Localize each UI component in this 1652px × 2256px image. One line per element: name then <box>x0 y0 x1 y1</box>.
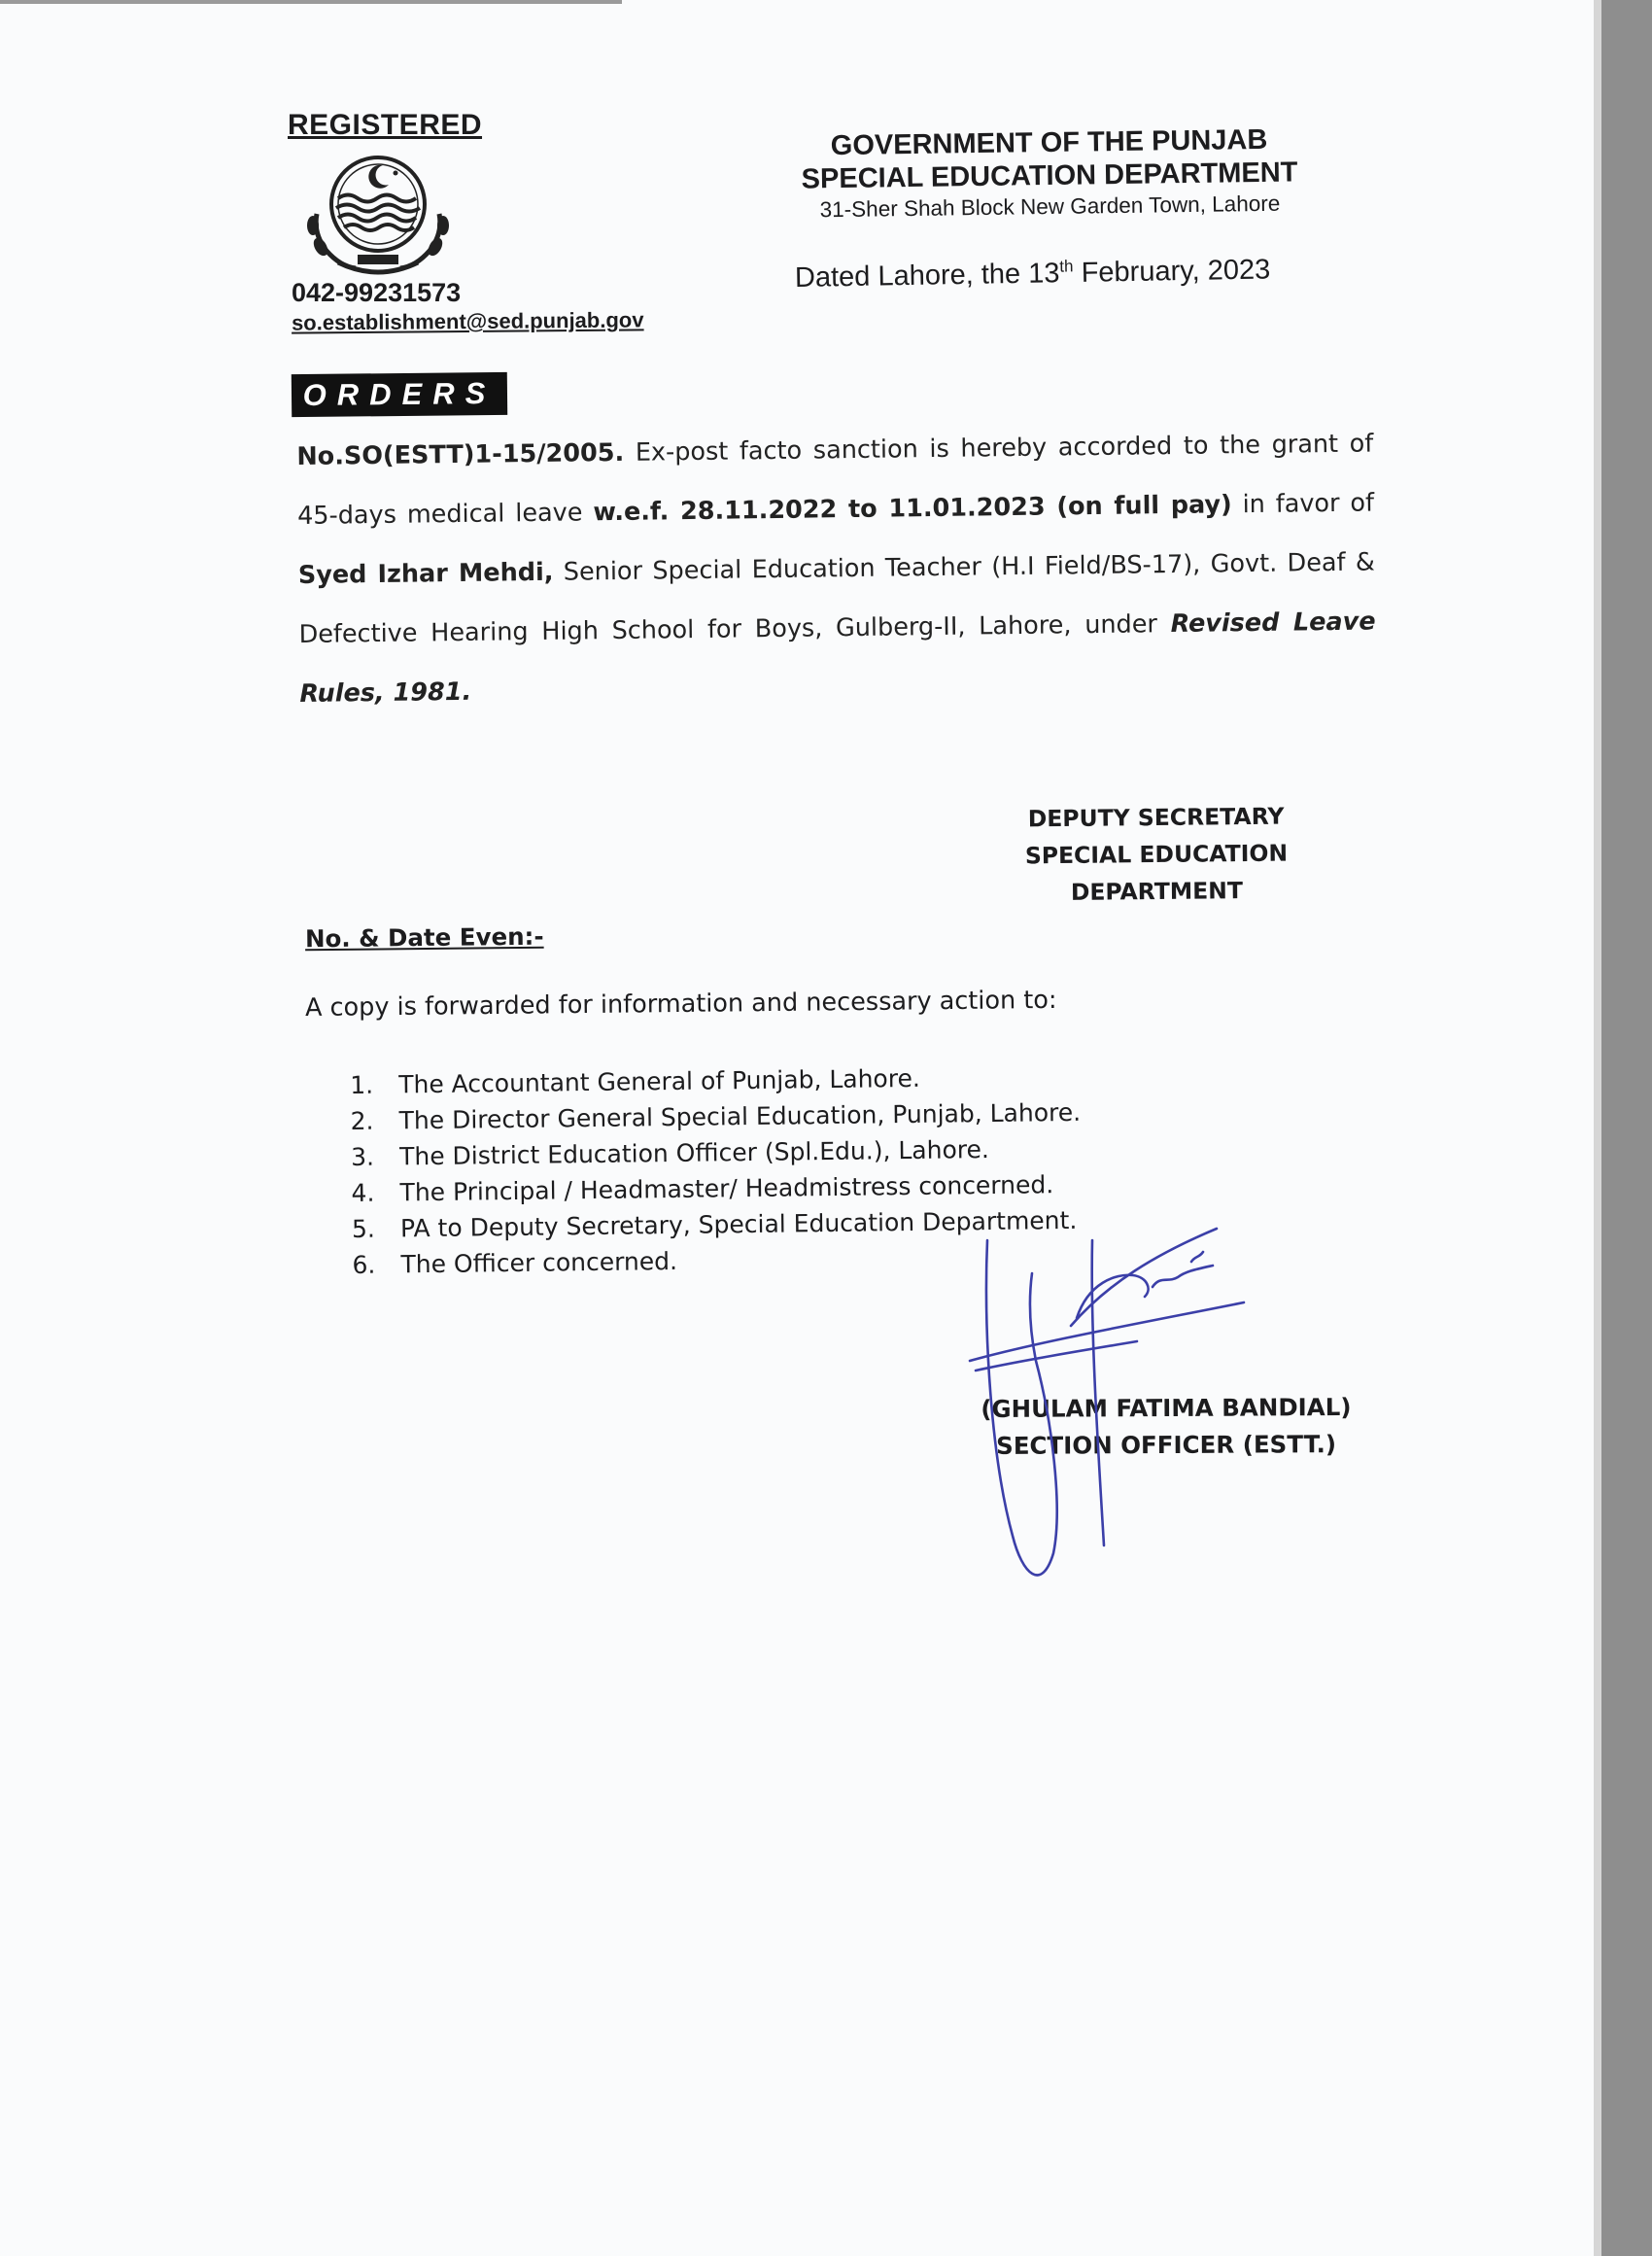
order-text2: in favor of <box>1231 488 1375 520</box>
list-item: 5. PA to Deputy Secretary, Special Education Department. <box>351 1205 1078 1243</box>
order-number: No.SO(ESTT)1-15/2005. <box>296 437 625 471</box>
list-item: 3. The District Education Officer (Spl.Edu.), Lahore. <box>350 1134 989 1171</box>
email-address: so.establishment@sed.punjab.gov <box>291 307 644 335</box>
no-date-even: No. & Date Even:- <box>304 921 544 954</box>
order-rules: Revised Leave Rules, 1981. <box>299 607 1376 709</box>
deputy-line1: DEPUTY SECRETARY <box>1027 802 1285 833</box>
officer-name: (GHULAM FATIMA BANDIAL) <box>981 1393 1352 1423</box>
punjab-government-emblem <box>299 154 457 278</box>
list-item: 1. The Accountant General of Punjab, Lahore. <box>350 1063 920 1099</box>
gov-line1: GOVERNMENT OF THE PUNJAB <box>830 123 1268 162</box>
orders-title: ORDERS <box>292 372 507 417</box>
deputy-secretary-block <box>1010 797 1302 911</box>
date-suffix: February, 2023 <box>1073 254 1271 289</box>
gov-line2: SPECIAL EDUCATION DEPARTMENT <box>801 156 1298 195</box>
list-item: 6. The Officer concerned. <box>352 1246 678 1279</box>
copy-forwarded-text: A copy is forwarded for information and necessary action to: <box>304 985 1057 1023</box>
list-item: 4. The Principal / Headmaster/ Headmistress concerned. <box>351 1170 1054 1207</box>
date-sup: th <box>1059 257 1074 276</box>
phone-number: 042-99231573 <box>292 278 462 307</box>
scan-edge-inner <box>1594 0 1601 2256</box>
order-text1: Ex-post facto sanction is hereby accorded to the grant of 45-days medical leave <box>296 429 1374 531</box>
deputy-line2: SPECIAL EDUCATION <box>1024 839 1289 870</box>
order-paragraph <box>296 414 1377 724</box>
address: 31-Sher Shah Block New Garden Town, Lahore <box>819 191 1281 223</box>
scan-edge-top <box>0 0 622 4</box>
date-prefix: Dated Lahore, the 13 <box>794 258 1060 294</box>
handwritten-signature <box>962 1215 1283 1604</box>
deputy-line3: DEPARTMENT <box>1070 877 1244 906</box>
scan-edge-right <box>1601 0 1652 2256</box>
order-name: Syed Izhar Mehdi, <box>297 557 554 590</box>
list-item: 2. The Director General Special Education, Punjab, Lahore. <box>350 1097 1082 1135</box>
registered-label: REGISTERED <box>288 109 483 141</box>
date-line <box>795 254 1271 295</box>
order-period: w.e.f. 28.11.2022 to 11.01.2023 (on full pay) <box>593 490 1232 528</box>
officer-title: SECTION OFFICER (ESTT.) <box>996 1430 1337 1460</box>
letterhead <box>757 122 1341 226</box>
order-text3: Senior Special Education Teacher (H.I Field/BS-17), Govt. Deaf & Defective Hearing High School for Boys, Gulberg-II, Lahore, under <box>298 547 1375 649</box>
